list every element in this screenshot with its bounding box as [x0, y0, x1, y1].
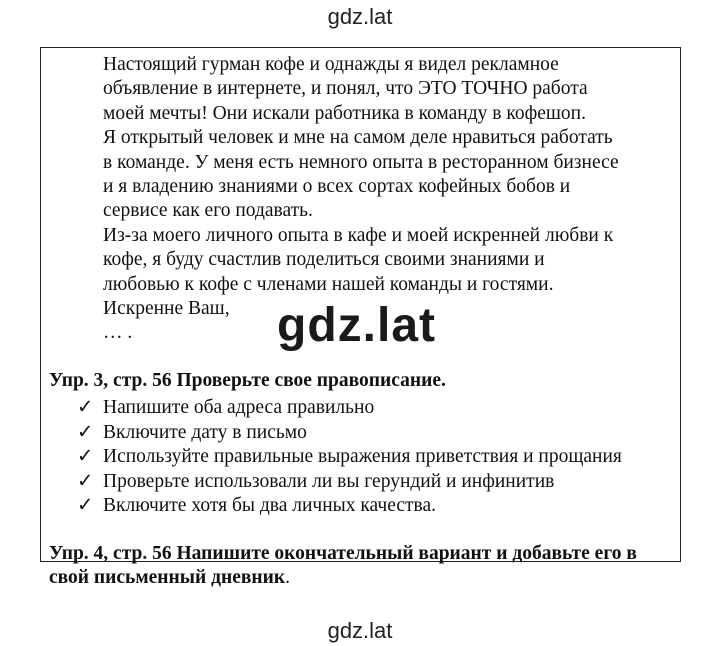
letter-line: … .	[103, 322, 133, 344]
watermark-center: gdz.lat	[277, 299, 436, 352]
letter-line: Настоящий гурман кофе и однажды я видел рекламное	[103, 54, 559, 75]
checkmark-icon: ✓	[77, 421, 94, 443]
list-item-text: Напишите оба адреса правильно	[103, 397, 375, 418]
answer-box	[40, 47, 681, 588]
list-item-text: Включите хотя бы два личных качества.	[103, 495, 437, 517]
exercise-4-heading	[49, 542, 674, 590]
list-item-text: Включите дату в письмо	[103, 421, 307, 443]
checklist	[77, 396, 622, 519]
letter-line: Искренне Ваш,	[103, 298, 230, 320]
list-item	[77, 421, 622, 446]
letter-line: моей мечты! Они искали работника в команду в кофешоп.	[103, 102, 586, 124]
checkmark-icon: ✓	[77, 470, 94, 492]
list-item-text: Используйте правильные выражения приветствия и прощания	[103, 446, 622, 468]
letter-line: Я открытый человек и мне на самом деле нравиться работать	[103, 127, 613, 149]
letter-line: любовью к кофе с членами нашей команды и гостями.	[103, 273, 554, 295]
watermark-bottom: gdz.lat	[327, 618, 393, 643]
list-item	[77, 445, 622, 470]
letter-line: в команде. У меня есть немного опыта в ресторанном бизнесе	[103, 151, 619, 173]
exercise-4-period: .	[285, 567, 290, 588]
letter-line: и я владению знаниями о всех сортах кофейных бобов и	[103, 176, 571, 198]
checkmark-icon: ✓	[77, 495, 94, 517]
list-item	[77, 494, 622, 519]
checkmark-icon: ✓	[77, 446, 94, 468]
list-item	[77, 470, 622, 495]
list-item	[77, 396, 622, 421]
list-item-text: Проверьте использовали ли вы герундий и инфинитив	[103, 470, 555, 492]
exercise-4-text: Упр. 4, стр. 56 Напишите окончательный вариант и добавьте его в свой письменный дневник	[49, 543, 637, 588]
letter-line: Из-за моего личного опыта в кафе и моей искренней любви к	[103, 224, 614, 246]
watermark-top: gdz.lat	[327, 4, 393, 29]
letter-line: кофе, я буду счастлив поделиться своими знаниями и	[103, 249, 545, 271]
checkmark-icon: ✓	[77, 397, 94, 418]
letter-line: объявление в интернете, и понял, что ЭТО ТОЧНО работа	[103, 78, 588, 100]
letter-line: сервисе как его подавать.	[103, 200, 313, 222]
exercise-3-heading: Упр. 3, стр. 56 Проверьте свое правописание.	[49, 370, 446, 391]
